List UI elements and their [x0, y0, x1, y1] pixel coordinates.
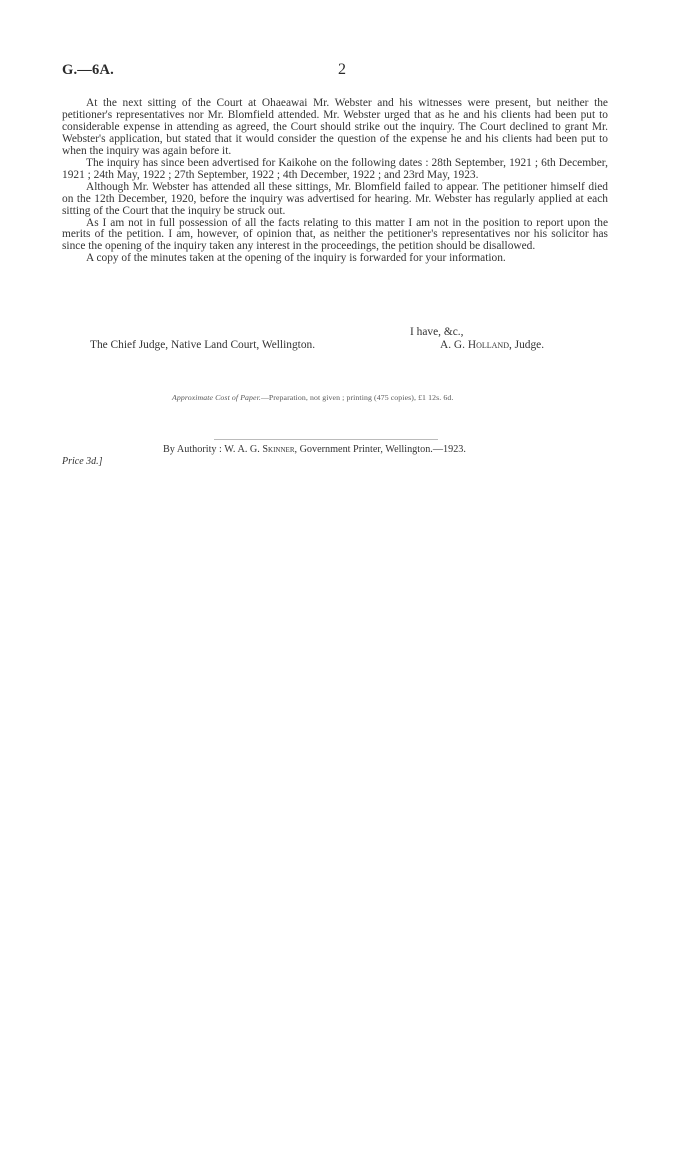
price-value: 3d.	[86, 456, 99, 467]
printer-authority	[163, 444, 613, 455]
letter-body	[62, 98, 608, 265]
addressee: The Chief Judge, Native Land Court, Wellington.	[90, 339, 316, 351]
signatory-initials: A. G.	[440, 339, 465, 351]
signatory-name: Holland	[467, 339, 509, 351]
price-bracket: ]	[98, 456, 103, 467]
document-code: G.—6A.	[62, 62, 114, 78]
price-word: Price	[62, 456, 84, 467]
closing-salutation: I have, &c.,	[410, 326, 464, 338]
signatory-title: , Judge.	[508, 339, 545, 351]
paragraph: The inquiry has since been advertised for Kaikohe on the following dates : 28th September, 1921 ; 6th December, 1921 ; 24th May, 1922 ; 27th September, 1922 ; 4th December, 1922 ; and 23rd May, 1923.	[62, 156, 608, 181]
paragraph: Although Mr. Webster has attended all these sittings, Mr. Blomfield failed to appear. The petitioner himself died on the 12th December, 1920, before the inquiry was advertised for hearing. Mr. Webster has regularly applied at each sitting of the Court that the inquiry be struck out.	[62, 180, 608, 217]
paragraph: As I am not in full possession of all the facts relating to this matter I am not in the position to report upon the merits of the petition. I am, however, of opinion that, as neither the petitioner's representatives nor his solicitor has since the opening of the inquiry taken any interest in the proceedings, the petition should be disallowed.	[62, 216, 608, 253]
paragraph: A copy of the minutes taken at the opening of the inquiry is forwarded for your information.	[86, 252, 506, 265]
paragraph: At the next sitting of the Court at Ohaeawai Mr. Webster and his witnesses were present, but neither the petitioner's representatives nor Mr. Blomfield attended. Mr. Webster urged that as he and his clients had been put to considerable expense in attending as agreed, the Court should strike out the inquiry. The Court declined to grant Mr. Webster's application, but stated that it would consider the question of the expense he and his clients had been put to when the inquiry was again before it.	[62, 97, 608, 157]
authority-initials: W. A. G.	[224, 444, 260, 455]
cost-note-label: Approximate Cost of Paper.	[172, 393, 261, 402]
price-label	[62, 456, 103, 467]
signatory	[440, 339, 620, 351]
cost-of-paper-note	[172, 393, 592, 402]
divider	[214, 439, 438, 440]
authority-suffix: , Government Printer, Wellington.—1923.	[294, 444, 466, 455]
authority-prefix: By Authority :	[163, 444, 222, 455]
page-number: 2	[338, 61, 346, 78]
cost-note-text: —Preparation, not given ; printing (475 copies), £1 12s. 6d.	[260, 393, 454, 402]
authority-name: Skinner	[262, 444, 295, 455]
page-header	[62, 62, 638, 82]
